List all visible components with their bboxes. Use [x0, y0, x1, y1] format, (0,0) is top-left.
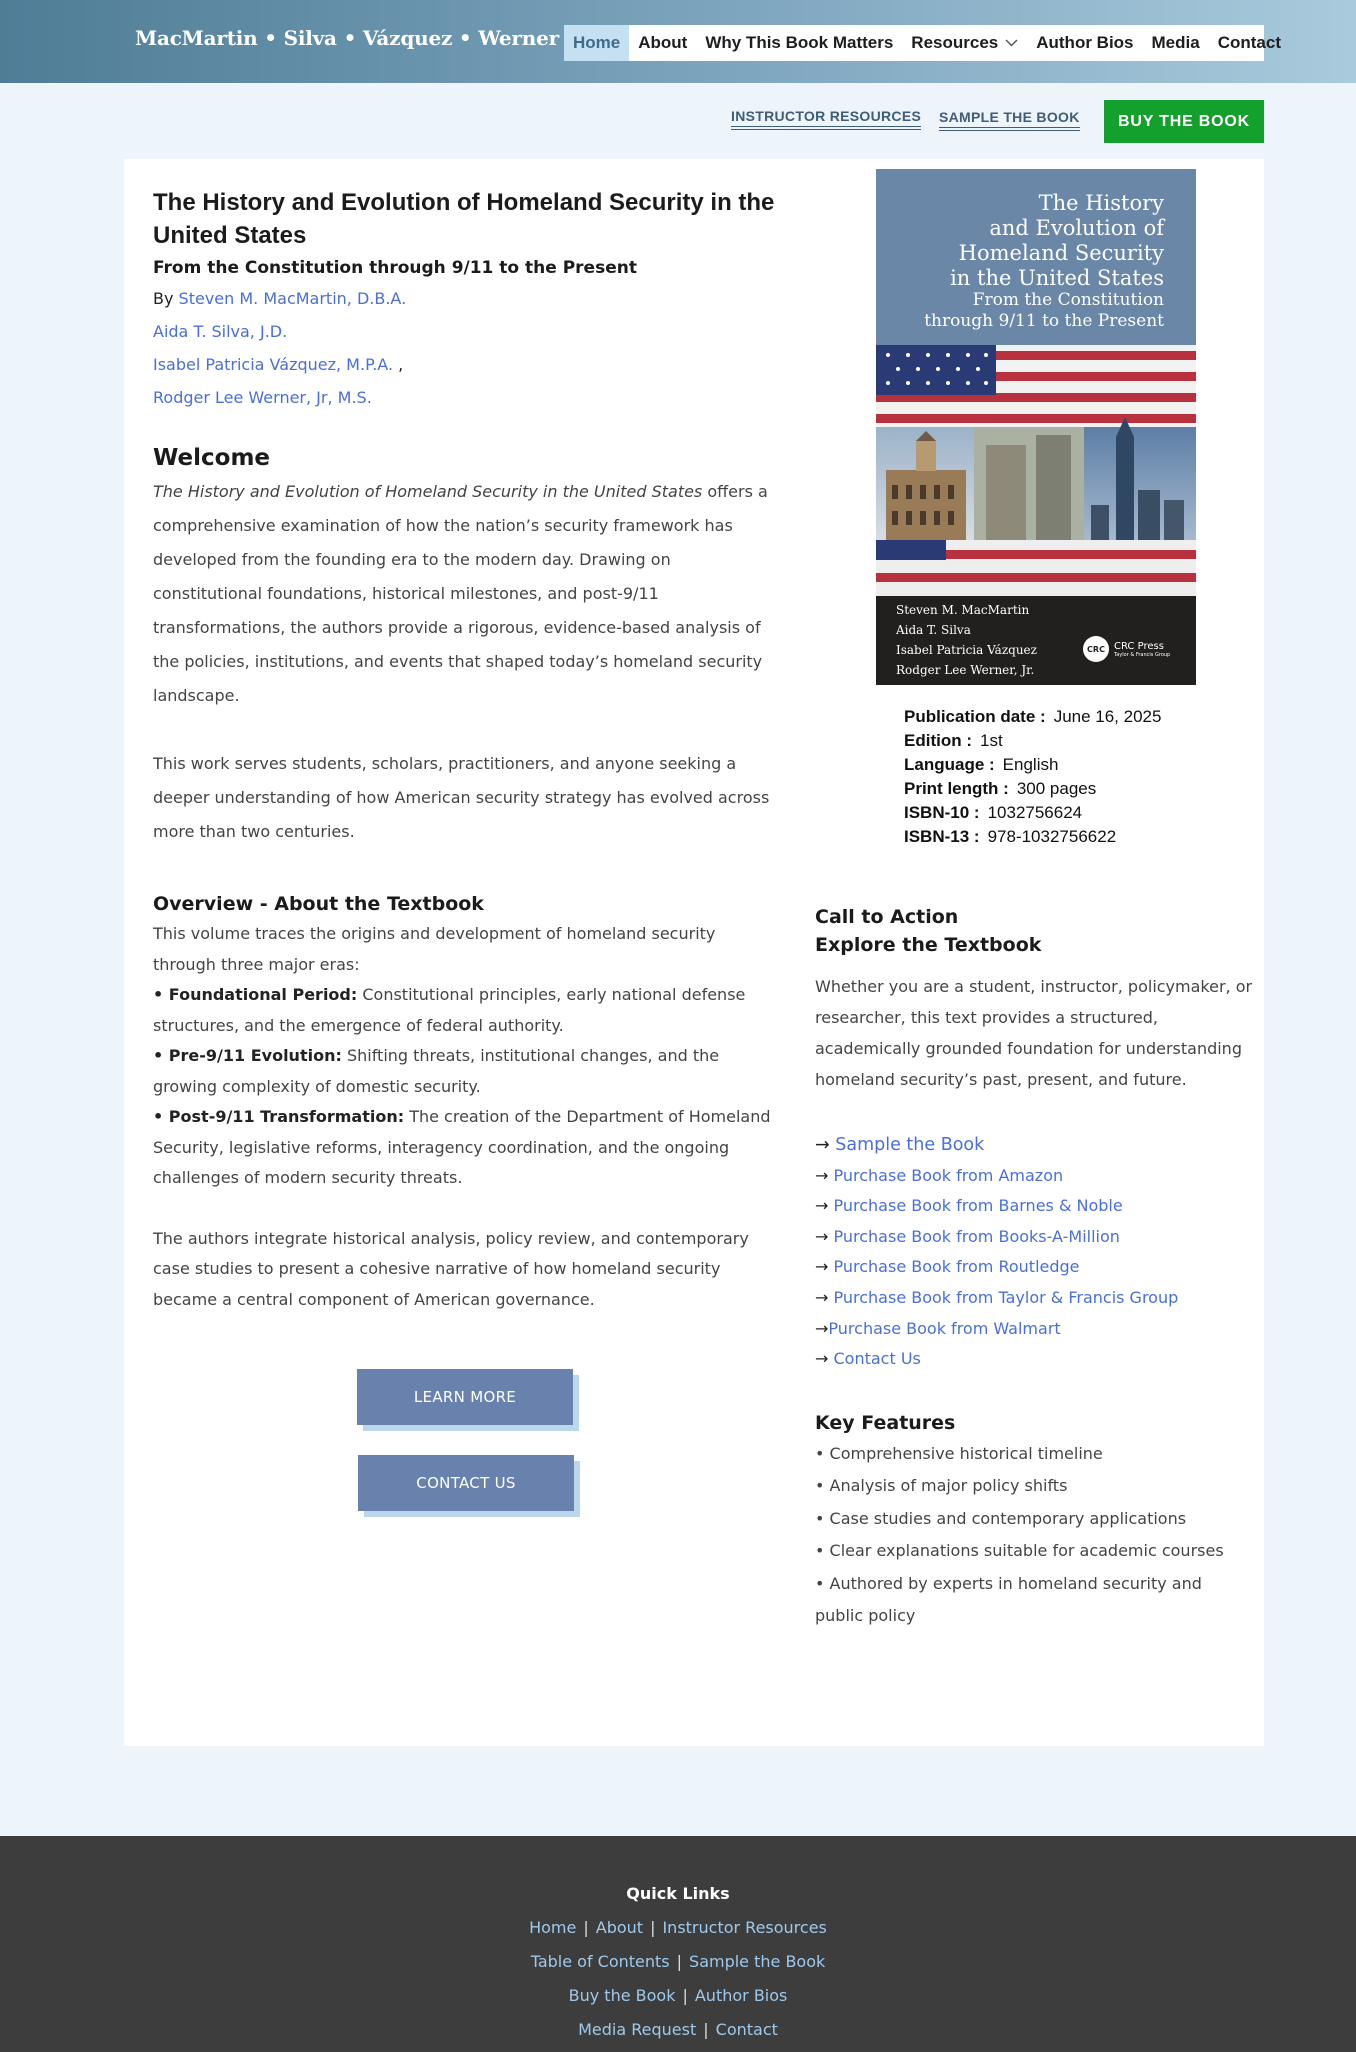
pubinfo-label: Publication date :: [904, 707, 1046, 726]
amazon-link[interactable]: Purchase Book from Amazon: [833, 1165, 1064, 1185]
book-subtitle: From the Constitution through 9/11 to the Present: [153, 258, 637, 278]
site-header: [0, 0, 1356, 83]
right-arrow-icon: →: [815, 1318, 829, 1338]
author-list: [153, 282, 779, 414]
book-title: The History and Evolution of Homeland Security in the United States: [153, 189, 775, 249]
era-item: [153, 1041, 779, 1102]
list-item: [815, 1130, 1255, 1161]
book-cover-image[interactable]: [876, 169, 1196, 685]
footer-link-instructor-resources[interactable]: Instructor Resources: [662, 1918, 827, 1937]
footer-separator: |: [676, 1952, 683, 1971]
list-item: [815, 1252, 1255, 1283]
list-item: • Clear explanations suitable for academic courses: [815, 1541, 1224, 1561]
list-item: • Authored by experts in homeland security and public policy: [815, 1573, 1202, 1626]
book-title-italic: The History and Evolution of Homeland Security in the United States: [153, 482, 703, 501]
list-item: [815, 1222, 1255, 1253]
footer-link-sample-the-book[interactable]: Sample the Book: [689, 1952, 826, 1971]
list-item: [815, 1283, 1255, 1314]
pubinfo-row: [904, 777, 1161, 801]
pubinfo-label: Language :: [904, 755, 995, 774]
right-arrow-icon: →: [815, 1287, 829, 1307]
era-item: [153, 980, 779, 1041]
author-link-vazquez[interactable]: Isabel Patricia Vázquez, M.P.A.: [153, 355, 394, 374]
era-label: • Pre-9/11 Evolution:: [153, 1046, 342, 1065]
pubinfo-row: [904, 729, 1161, 753]
cover-artwork-flag-and-buildings: [876, 345, 1196, 596]
footer-link-media-request[interactable]: Media Request: [578, 2020, 697, 2039]
sample-the-book-link[interactable]: SAMPLE THE BOOK: [939, 109, 1080, 131]
by-label: By: [153, 289, 174, 308]
footer-link-author-bios[interactable]: Author Bios: [694, 1986, 788, 2005]
author-link-werner[interactable]: Rodger Lee Werner, Jr, M.S.: [153, 388, 372, 407]
pubinfo-value: 300 pages: [1016, 779, 1097, 798]
cover-title-line: in the United States: [950, 266, 1164, 290]
list-item: • Comprehensive historical timeline: [815, 1443, 1103, 1463]
cta-text: Whether you are a student, instructor, policymaker, or researcher, this text provides a structured, academically grounded foundation for understanding homeland security’s past, present, and future.: [815, 977, 1253, 1089]
era-text: The creation of the Department of Homeland Security, legislative reforms, interagency coordination, and the ongoing challenges of modern security threats.: [153, 1107, 771, 1187]
right-arrow-icon: →: [815, 1349, 829, 1369]
main-nav: [564, 25, 1281, 61]
pubinfo-row: [904, 753, 1161, 777]
overview-closing: The authors integrate historical analysis, policy review, and contemporary case studies to present a cohesive narrative of how homeland security became a central component of American governance.: [153, 1228, 749, 1309]
cover-author-line: Isabel Patricia Vázquez: [896, 643, 1037, 657]
footer-link-buy-the-book[interactable]: Buy the Book: [568, 1986, 676, 2005]
pubinfo-value: 1st: [979, 731, 1003, 750]
crc-press-logo-icon: CRC: [1083, 636, 1109, 662]
right-column: [815, 903, 1255, 1633]
chevron-down-icon: [1005, 36, 1018, 50]
pubinfo-row: [904, 705, 1161, 729]
site-footer: [0, 1836, 1356, 2052]
taylor-francis-link[interactable]: Purchase Book from Taylor & Francis Group: [833, 1287, 1179, 1307]
cover-author-line: Rodger Lee Werner, Jr.: [896, 663, 1035, 677]
nav-contact[interactable]: Contact: [1217, 33, 1281, 52]
cover-author-line: Aida T. Silva: [896, 623, 971, 637]
cover-subtitle: [924, 290, 1164, 332]
list-item: [815, 1191, 1255, 1222]
footer-title: Quick Links: [626, 1884, 730, 1903]
content-bottom-spacer: [124, 1746, 1264, 1836]
era-label: • Post-9/11 Transformation:: [153, 1107, 405, 1126]
right-arrow-icon: →: [815, 1165, 829, 1185]
key-features-list: [815, 1438, 1255, 1633]
footer-link-home[interactable]: Home: [529, 1918, 577, 1937]
cover-authors: [896, 600, 1037, 680]
list-item: [815, 1314, 1255, 1345]
era-label: • Foundational Period:: [153, 985, 358, 1004]
right-arrow-icon: →: [815, 1135, 830, 1155]
nav-media[interactable]: Media: [1151, 33, 1200, 52]
key-features-heading: Key Features: [815, 1411, 956, 1434]
right-arrow-icon: →: [815, 1257, 829, 1277]
pubinfo-value: June 16, 2025: [1053, 707, 1162, 726]
cover-title-line: The History: [1038, 191, 1164, 215]
pubinfo-label: Edition :: [904, 731, 972, 750]
pubinfo-row: [904, 825, 1161, 849]
learn-more-button[interactable]: LEARN MORE: [357, 1369, 573, 1425]
era-text: Constitutional principles, early national defense structures, and the emergence of federal authority.: [153, 985, 746, 1035]
right-arrow-icon: →: [815, 1226, 829, 1246]
walmart-link[interactable]: Purchase Book from Walmart: [828, 1318, 1061, 1338]
list-item: [815, 1344, 1255, 1375]
nav-resources[interactable]: [902, 25, 1027, 61]
pubinfo-label: ISBN-13 :: [904, 827, 980, 846]
publisher-logo: [1083, 636, 1170, 662]
instructor-resources-link[interactable]: INSTRUCTOR RESOURCES: [731, 108, 921, 130]
footer-separator: |: [650, 1918, 656, 1937]
footer-separator: |: [703, 2020, 709, 2039]
welcome-paragraph: [153, 475, 779, 713]
era-text: Shifting threats, institutional changes, and the growing complexity of domestic security.: [153, 1046, 720, 1096]
overview-heading: Overview - About the Textbook: [153, 893, 484, 915]
pubinfo-value: English: [1002, 755, 1059, 774]
list-item: [815, 1161, 1255, 1192]
list-item: • Case studies and contemporary applications: [815, 1508, 1187, 1528]
overview-body: [153, 919, 779, 1315]
author-comma: ,: [393, 355, 404, 374]
pubinfo-row: [904, 801, 1161, 825]
list-item: • Analysis of major policy shifts: [815, 1476, 1068, 1496]
cover-title: [950, 191, 1164, 291]
era-item: [153, 1102, 779, 1194]
footer-separator: |: [583, 1918, 589, 1937]
nav-about[interactable]: About: [638, 33, 688, 52]
right-arrow-icon: →: [815, 1196, 829, 1216]
cover-subtitle-line: through 9/11 to the Present: [924, 311, 1164, 331]
contact-us-link[interactable]: Contact Us: [833, 1349, 921, 1369]
cover-subtitle-line: From the Constitution: [972, 290, 1164, 310]
left-column: [153, 186, 779, 1315]
footer-link-about[interactable]: About: [595, 1918, 644, 1937]
pubinfo-value: 978-1032756622: [987, 827, 1117, 846]
pubinfo-label: Print length :: [904, 779, 1009, 798]
cta-heading: Call to Action: [815, 906, 959, 928]
purchase-links: [815, 1130, 1255, 1375]
footer-links-row: [0, 1986, 1356, 2005]
nav-home[interactable]: Home: [564, 25, 629, 61]
nav-author-bios[interactable]: Author Bios: [1036, 33, 1134, 52]
author-link-silva[interactable]: Aida T. Silva, J.D.: [153, 322, 288, 341]
footer-link-contact[interactable]: Contact: [715, 2020, 778, 2039]
barnes-noble-link[interactable]: Purchase Book from Barnes & Noble: [833, 1196, 1123, 1216]
sample-the-book-cta-link[interactable]: Sample the Book: [835, 1135, 985, 1155]
footer-separator: |: [682, 1986, 688, 2005]
footer-links-row: [0, 1952, 1356, 1971]
footer-link-table-of-contents[interactable]: Table of Contents: [530, 1952, 670, 1971]
buy-the-book-button[interactable]: BUY THE BOOK: [1104, 100, 1264, 143]
cover-title-line: and Evolution of: [989, 216, 1164, 240]
cta-subheading: Explore the Textbook: [815, 934, 1042, 956]
nav-resources-label: Resources: [911, 33, 999, 52]
footer-links-row: [0, 2020, 1356, 2039]
overview-intro: This volume traces the origins and development of homeland security through three major eras:: [153, 924, 716, 974]
books-a-million-link[interactable]: Purchase Book from Books-A-Million: [833, 1226, 1120, 1246]
pubinfo-value: 1032756624: [987, 803, 1083, 822]
footer-links-row: [0, 1918, 1356, 1937]
publication-details: [904, 705, 1161, 849]
publisher-name: CRC Press: [1114, 640, 1164, 652]
routledge-link[interactable]: Purchase Book from Routledge: [833, 1257, 1080, 1277]
publisher-subname: Taylor & Francis Group: [1114, 651, 1171, 658]
pubinfo-label: ISBN-10 :: [904, 803, 980, 822]
nav-why-this-book-matters[interactable]: Why This Book Matters: [705, 33, 894, 52]
welcome-paragraph-text: offers a comprehensive examination of how the nation’s security framework has developed from the founding era to the modern day. Drawing on constitutional foundations, historical milestones, and post-9/11 transformations, the authors provide a rigorous, evidence-based analysis of the policies, institutions, and events that shaped today’s homeland security landscape.: [153, 482, 768, 705]
welcome-heading: Welcome: [153, 445, 271, 471]
audience-paragraph: This work serves students, scholars, practitioners, and anyone seeking a deeper understanding of how American security strategy has evolved across more than two centuries.: [153, 754, 770, 841]
site-brand[interactable]: MacMartin • Silva • Vázquez • Werner: [135, 26, 559, 50]
cover-author-line: Steven M. MacMartin: [896, 603, 1030, 617]
author-link-macmartin[interactable]: Steven M. MacMartin, D.B.A.: [178, 289, 407, 308]
cover-title-line: Homeland Security: [958, 241, 1164, 265]
contact-us-button[interactable]: CONTACT US: [358, 1455, 574, 1511]
